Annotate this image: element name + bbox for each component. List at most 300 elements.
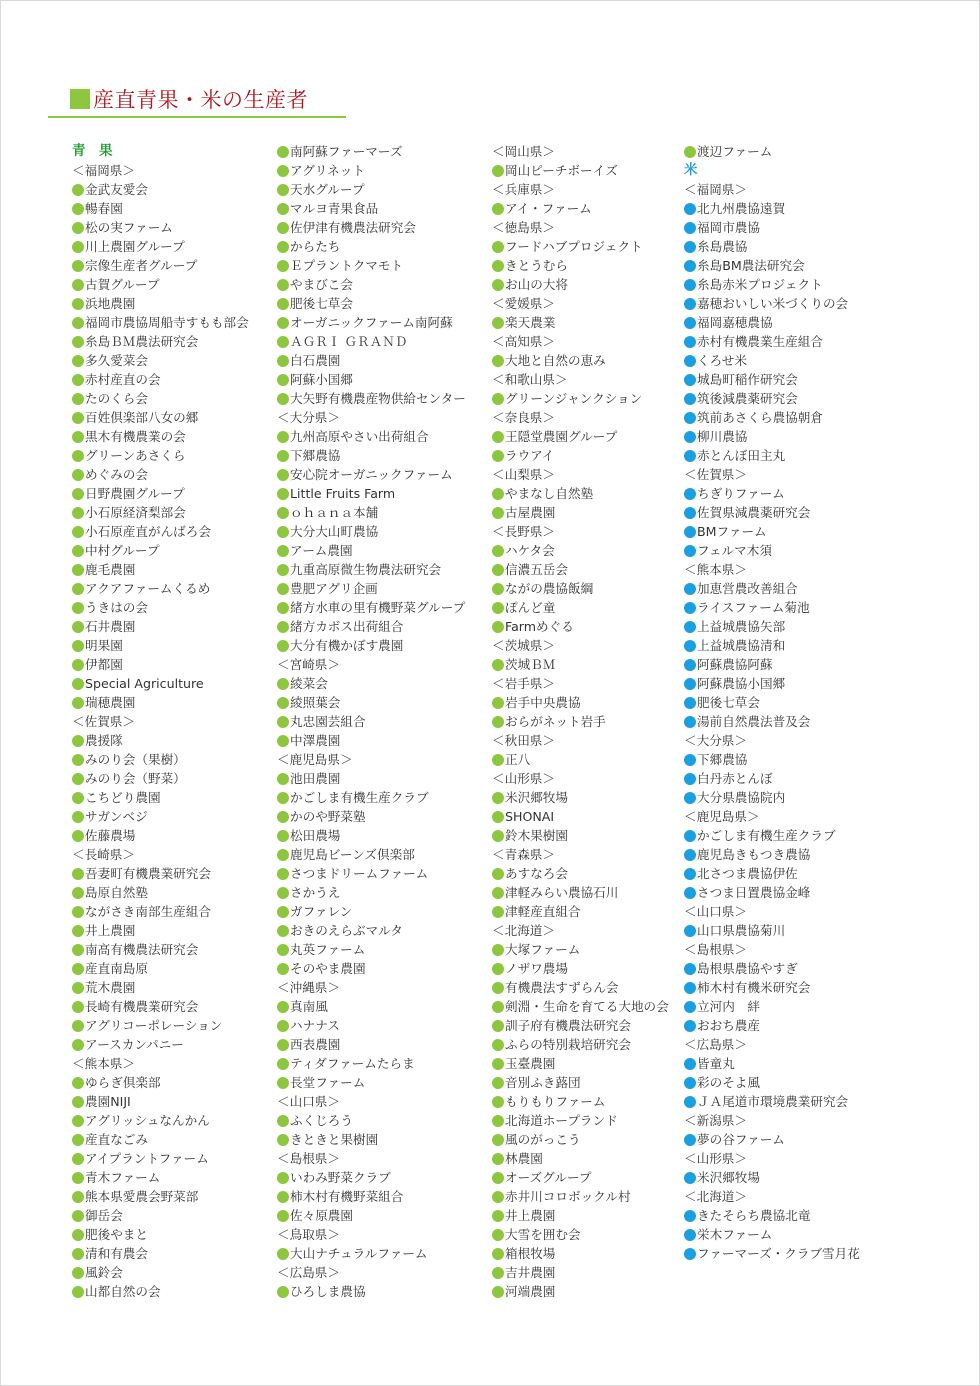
entry-label: 鹿毛農園	[85, 562, 136, 577]
prefecture-heading	[492, 218, 669, 237]
entry-label: 綾照葉会	[290, 695, 341, 710]
prefecture-heading	[492, 465, 669, 484]
producer-list-item	[277, 465, 466, 484]
entry-label: 王隠堂農園グループ	[505, 429, 618, 444]
blue-bullet-icon	[684, 1058, 696, 1070]
entry-label: 糸島農協	[697, 239, 748, 254]
green-bullet-icon	[492, 279, 504, 291]
entry-label: ＜新潟県＞	[684, 1113, 747, 1128]
entry-label: ながの農協飯綱	[505, 581, 594, 596]
producer-list-item	[72, 921, 249, 940]
producer-list-item	[72, 1225, 249, 1244]
entry-label: 九州高原やさい出荷組合	[290, 429, 429, 444]
green-bullet-icon	[492, 868, 504, 880]
green-bullet-icon	[277, 564, 289, 576]
producer-list-item	[277, 1168, 466, 1187]
producer-column-4	[684, 142, 860, 1263]
producer-list-item	[684, 313, 860, 332]
producer-list-item	[492, 1187, 669, 1206]
producer-list-item	[277, 1054, 466, 1073]
green-bullet-icon	[72, 830, 84, 842]
blue-bullet-icon	[684, 1001, 696, 1013]
producer-list-item	[277, 446, 466, 465]
blue-bullet-icon	[684, 716, 696, 728]
prefecture-heading	[492, 921, 669, 940]
producer-list-item	[492, 1225, 669, 1244]
producer-list-item	[684, 446, 860, 465]
entry-label: ＜茨城県＞	[492, 638, 555, 653]
producer-list-item	[684, 1244, 860, 1263]
green-bullet-icon	[492, 507, 504, 519]
green-bullet-icon	[492, 1134, 504, 1146]
green-bullet-icon	[492, 1153, 504, 1165]
entry-label: ＜山口県＞	[684, 904, 747, 919]
prefecture-heading	[277, 978, 466, 997]
entry-label: ライスファーム菊池	[697, 600, 810, 615]
green-bullet-icon	[492, 1172, 504, 1184]
producer-list-item	[684, 579, 860, 598]
entry-label: 福岡嘉穂農協	[697, 315, 773, 330]
green-bullet-icon	[492, 1020, 504, 1032]
producer-list-item	[277, 1073, 466, 1092]
producer-list-item	[72, 997, 249, 1016]
producer-list-item	[492, 655, 669, 674]
blue-bullet-icon	[684, 336, 696, 348]
green-bullet-icon	[277, 146, 289, 158]
producer-column-1	[72, 142, 249, 1301]
producer-list-item	[684, 959, 860, 978]
producer-list-item	[492, 940, 669, 959]
entry-label: ＜大分県＞	[684, 733, 747, 748]
blue-bullet-icon	[684, 792, 696, 804]
entry-label: 真南風	[290, 999, 328, 1014]
producer-list-item	[72, 218, 249, 237]
green-bullet-icon	[72, 963, 84, 975]
entry-label: 松田農場	[290, 828, 341, 843]
entry-label: 古賀グループ	[85, 277, 160, 292]
entry-label: 林農園	[505, 1151, 543, 1166]
producer-list-item	[277, 389, 466, 408]
prefecture-heading	[684, 1035, 860, 1054]
prefecture-heading	[492, 370, 669, 389]
entry-label: ＜佐賀県＞	[684, 467, 747, 482]
producer-list-item	[492, 1130, 669, 1149]
green-bullet-icon	[277, 887, 289, 899]
prefecture-heading	[492, 636, 669, 655]
producer-list-item	[277, 161, 466, 180]
green-bullet-icon	[492, 165, 504, 177]
producer-list-item	[277, 275, 466, 294]
category-heading	[684, 161, 860, 180]
prefecture-heading	[684, 180, 860, 199]
producer-list-item	[684, 522, 860, 541]
entry-label: ＜福岡県＞	[684, 182, 747, 197]
entry-label: 古屋農園	[505, 505, 556, 520]
blue-bullet-icon	[684, 754, 696, 766]
producer-list-item	[72, 1073, 249, 1092]
entry-label: 剣淵・生命を育てる大地の会	[505, 999, 669, 1014]
entry-label: あすなろ会	[505, 866, 568, 881]
entry-label: 井上農園	[505, 1208, 556, 1223]
green-bullet-icon	[277, 583, 289, 595]
producer-list-item	[72, 750, 249, 769]
producer-list-item	[492, 503, 669, 522]
producer-list-item	[684, 769, 860, 788]
producer-list-item	[492, 598, 669, 617]
entry-label: 緒方水車の里有機野菜グループ	[290, 600, 466, 615]
producer-list-item	[72, 256, 249, 275]
blue-bullet-icon	[684, 697, 696, 709]
blue-bullet-icon	[684, 317, 696, 329]
green-bullet-icon	[277, 374, 289, 386]
entry-label: 鹿児島ビーンズ倶楽部	[290, 847, 415, 862]
producer-list-item	[277, 313, 466, 332]
entry-label: 豊肥アグリ企画	[290, 581, 378, 596]
entry-label: かごしま有機生産クラブ	[697, 828, 836, 843]
entry-label: 栄木ファーム	[697, 1227, 773, 1242]
green-bullet-icon	[492, 1096, 504, 1108]
producer-list-item	[277, 712, 466, 731]
entry-label: ＜山形県＞	[684, 1151, 747, 1166]
entry-label: 加恵営農改善組合	[697, 581, 798, 596]
producer-list-item	[492, 959, 669, 978]
green-bullet-icon	[72, 944, 84, 956]
entry-label: アイ・ファーム	[505, 201, 592, 216]
entry-label: ＜秋田県＞	[492, 733, 555, 748]
producer-list-item	[684, 617, 860, 636]
green-bullet-icon	[492, 393, 504, 405]
entry-label: 吾妻町有機農業研究会	[85, 866, 211, 881]
producer-list-item	[684, 826, 860, 845]
producer-list-item	[492, 712, 669, 731]
producer-list-item	[684, 598, 860, 617]
producer-list-item	[72, 389, 249, 408]
green-bullet-icon	[72, 260, 84, 272]
entry-label: Ｅプラントクマモト	[290, 258, 404, 273]
producer-list-item	[684, 693, 860, 712]
prefecture-heading	[72, 845, 249, 864]
producer-list-item	[277, 1035, 466, 1054]
producer-list-item	[684, 1130, 860, 1149]
entry-label: さつまドリームファーム	[290, 866, 429, 881]
entry-label: 赤村産直の会	[85, 372, 161, 387]
producer-list-item	[277, 940, 466, 959]
entry-label: ＜宮崎県＞	[277, 657, 340, 672]
producer-list-item	[492, 351, 669, 370]
producer-list-item	[277, 769, 466, 788]
producer-list-item	[72, 484, 249, 503]
entry-label: 御岳会	[85, 1208, 123, 1223]
entry-label: 彩のそよ風	[697, 1075, 760, 1090]
producer-list-item	[72, 1206, 249, 1225]
entry-label: グリーンジャンクション	[505, 391, 643, 406]
entry-label: 楽天農業	[505, 315, 556, 330]
entry-label: 正八	[505, 752, 531, 767]
producer-list-item	[277, 332, 466, 351]
producer-list-item	[492, 864, 669, 883]
green-bullet-icon	[72, 1134, 84, 1146]
entry-label: 訓子府有機農法研究会	[505, 1018, 631, 1033]
green-bullet-icon	[492, 488, 504, 500]
green-bullet-icon	[277, 165, 289, 177]
producer-list-item	[492, 579, 669, 598]
entry-label: ＜福岡県＞	[72, 163, 135, 178]
entry-label: めぐみの会	[85, 467, 148, 482]
prefecture-heading	[277, 1225, 466, 1244]
green-bullet-icon	[277, 925, 289, 937]
producer-list-item	[72, 313, 249, 332]
entry-label: 玉臺農園	[505, 1056, 556, 1071]
entry-label: 青 果	[72, 143, 113, 159]
producer-list-item	[72, 959, 249, 978]
green-bullet-icon	[492, 355, 504, 367]
green-bullet-icon	[277, 260, 289, 272]
producer-list-item	[72, 883, 249, 902]
entry-label: サガンベジ	[85, 809, 148, 824]
prefecture-heading	[684, 807, 860, 826]
producer-list-item	[277, 218, 466, 237]
blue-bullet-icon	[684, 507, 696, 519]
green-bullet-icon	[72, 1020, 84, 1032]
page-title-text: 産直青果・米の生産者	[93, 88, 308, 112]
green-bullet-icon	[72, 982, 84, 994]
producer-list-item	[492, 1092, 669, 1111]
green-bullet-icon	[277, 678, 289, 690]
producer-list-item	[277, 427, 466, 446]
entry-label: 湯前自然農法普及会	[697, 714, 811, 729]
producer-list-item	[72, 522, 249, 541]
green-bullet-icon	[277, 1191, 289, 1203]
title-underline	[48, 116, 346, 118]
producer-list-item	[72, 807, 249, 826]
green-bullet-icon	[72, 1153, 84, 1165]
producer-list-item	[492, 1149, 669, 1168]
entry-label: BMファーム	[697, 524, 767, 539]
green-bullet-icon	[277, 621, 289, 633]
green-bullet-icon	[72, 1096, 84, 1108]
entry-label: きたそらち農協北竜	[697, 1208, 811, 1223]
producer-list-item	[492, 560, 669, 579]
entry-label: 山都自然の会	[85, 1284, 161, 1299]
blue-bullet-icon	[684, 431, 696, 443]
entry-label: 荒木農園	[85, 980, 136, 995]
entry-label: 茨城ＢＭ	[505, 657, 556, 672]
green-bullet-icon	[72, 450, 84, 462]
producer-list-item	[72, 294, 249, 313]
green-bullet-icon	[277, 450, 289, 462]
green-bullet-icon	[277, 716, 289, 728]
entry-label: 南阿蘇ファーマーズ	[290, 144, 403, 159]
producer-list-item	[492, 693, 669, 712]
green-bullet-icon	[72, 1115, 84, 1127]
green-bullet-icon	[277, 545, 289, 557]
producer-list-item	[72, 1092, 249, 1111]
entry-label: 音別ふき蕗団	[505, 1075, 581, 1090]
entry-label: 赤とんぼ田主丸	[697, 448, 786, 463]
prefecture-heading	[492, 769, 669, 788]
entry-label: ＜岡山県＞	[492, 144, 555, 159]
entry-label: ＡＧＲＩ ＧＲＡＮＤ	[290, 334, 408, 349]
producer-list-item	[492, 1054, 669, 1073]
entry-label: ＜大分県＞	[277, 410, 340, 425]
producer-list-item	[277, 883, 466, 902]
green-bullet-icon	[277, 488, 289, 500]
producer-list-item	[277, 1282, 466, 1301]
producer-list-item	[492, 1168, 669, 1187]
green-bullet-icon	[277, 906, 289, 918]
entry-label: ＜兵庫県＞	[492, 182, 555, 197]
producer-list-item	[684, 1225, 860, 1244]
producer-list-item	[492, 997, 669, 1016]
entry-label: 農園NIJI	[85, 1094, 131, 1109]
entry-label: 糸島ＢＭ農法研究会	[85, 334, 199, 349]
entry-label: ＜岩手県＞	[492, 676, 555, 691]
entry-label: ＜和歌山県＞	[492, 372, 568, 387]
entry-label: 熊本県愛農会野菜部	[85, 1189, 199, 1204]
green-bullet-icon	[72, 697, 84, 709]
producer-list-item	[492, 883, 669, 902]
prefecture-heading	[684, 1149, 860, 1168]
green-bullet-icon	[492, 1210, 504, 1222]
producer-list-item	[684, 1016, 860, 1035]
entry-label: 柿木村有機野菜組合	[290, 1189, 404, 1204]
entry-label: 米沢郷牧場	[697, 1170, 760, 1185]
producer-list-item	[72, 902, 249, 921]
producer-list-item	[684, 788, 860, 807]
green-bullet-icon	[492, 659, 504, 671]
entry-label: 嘉穂おいしい米づくりの会	[697, 296, 849, 311]
green-bullet-icon	[492, 1001, 504, 1013]
green-bullet-icon	[72, 1172, 84, 1184]
blue-bullet-icon	[684, 450, 696, 462]
entry-label: 阿蘇農協小国郷	[697, 676, 786, 691]
entry-label: ノザワ農場	[505, 961, 568, 976]
entry-label: アグリッシュなんかん	[85, 1113, 210, 1128]
producer-list-item	[684, 864, 860, 883]
producer-list-item	[277, 807, 466, 826]
entry-label: お山の大将	[505, 277, 568, 292]
producer-list-item	[684, 712, 860, 731]
producer-list-item	[277, 674, 466, 693]
producer-list-item	[492, 902, 669, 921]
green-bullet-icon	[72, 868, 84, 880]
producer-list-item	[72, 864, 249, 883]
producer-list-item	[492, 1016, 669, 1035]
entry-label: 安心院オーガニックファーム	[290, 467, 453, 482]
green-bullet-icon	[277, 184, 289, 196]
producer-list-item	[277, 370, 466, 389]
blue-bullet-icon	[684, 526, 696, 538]
entry-label: 皆童丸	[697, 1056, 735, 1071]
producer-list-item	[684, 978, 860, 997]
prefecture-heading	[72, 1054, 249, 1073]
green-bullet-icon	[72, 887, 84, 899]
green-bullet-icon	[277, 849, 289, 861]
blue-bullet-icon	[684, 982, 696, 994]
producer-list-item	[684, 541, 860, 560]
entry-label: ＜熊本県＞	[72, 1056, 135, 1071]
green-bullet-icon	[492, 621, 504, 633]
blue-bullet-icon	[684, 678, 696, 690]
green-bullet-icon	[277, 1172, 289, 1184]
entry-label: 佐賀県減農薬研究会	[697, 505, 811, 520]
entry-label: ＜広島県＞	[277, 1265, 340, 1280]
green-bullet-icon	[277, 355, 289, 367]
green-bullet-icon	[492, 1191, 504, 1203]
entry-label: 清和有農会	[85, 1246, 148, 1261]
blue-bullet-icon	[684, 355, 696, 367]
producer-list-item	[72, 199, 249, 218]
entry-label: ＜奈良県＞	[492, 410, 555, 425]
producer-list-item	[684, 294, 860, 313]
entry-label: 立河内 絆	[697, 999, 760, 1014]
green-bullet-icon	[492, 450, 504, 462]
producer-list-item	[277, 921, 466, 940]
entry-label: おらがネット岩手	[505, 714, 606, 729]
entry-label: 大塚ファーム	[505, 942, 581, 957]
entry-label: ＜長崎県＞	[72, 847, 135, 862]
entry-label: みのり会（野菜）	[85, 771, 186, 786]
green-bullet-icon	[72, 792, 84, 804]
entry-label: 黒木有機農業の会	[85, 429, 186, 444]
producer-list-item	[277, 1244, 466, 1263]
producer-list-item	[72, 180, 249, 199]
green-bullet-icon	[72, 1267, 84, 1279]
entry-label: ＜山梨県＞	[492, 467, 555, 482]
producer-list-item	[277, 598, 466, 617]
entry-label: オーズグループ	[505, 1170, 592, 1185]
entry-label: フードハブプロジェクト	[505, 239, 643, 254]
green-bullet-icon	[492, 982, 504, 994]
green-bullet-icon	[72, 374, 84, 386]
green-bullet-icon	[72, 906, 84, 918]
blue-bullet-icon	[684, 1096, 696, 1108]
entry-label: 吉井農園	[505, 1265, 556, 1280]
green-bullet-icon	[72, 640, 84, 652]
green-bullet-icon	[492, 317, 504, 329]
entry-label: 糸島BM農法研究会	[697, 258, 805, 273]
prefecture-heading	[684, 902, 860, 921]
green-bullet-icon	[492, 1267, 504, 1279]
producer-list-item	[492, 1282, 669, 1301]
green-bullet-icon	[492, 887, 504, 899]
green-square-icon	[70, 89, 90, 109]
entry-label: 河端農園	[505, 1284, 556, 1299]
green-bullet-icon	[277, 241, 289, 253]
green-bullet-icon	[72, 621, 84, 633]
entry-label: 中村グループ	[85, 543, 160, 558]
prefecture-heading	[684, 1111, 860, 1130]
green-bullet-icon	[492, 545, 504, 557]
entry-label: ＜北海道＞	[684, 1189, 747, 1204]
entry-label: 上益城農協清和	[697, 638, 786, 653]
entry-label: 山口県農協菊川	[697, 923, 786, 938]
entry-label: 佐伊津有機農法研究会	[290, 220, 416, 235]
green-bullet-icon	[492, 1077, 504, 1089]
blue-bullet-icon	[684, 241, 696, 253]
green-bullet-icon	[492, 431, 504, 443]
entry-label: ＜青森県＞	[492, 847, 555, 862]
green-bullet-icon	[492, 564, 504, 576]
producer-list-item	[492, 161, 669, 180]
prefecture-heading	[72, 712, 249, 731]
entry-label: Little Fruits Farm	[290, 486, 396, 501]
entry-label: ハケタ会	[505, 543, 555, 558]
entry-label: 赤井川コロボックル村	[505, 1189, 631, 1204]
green-bullet-icon	[72, 811, 84, 823]
green-bullet-icon	[72, 469, 84, 481]
producer-list-item	[72, 826, 249, 845]
